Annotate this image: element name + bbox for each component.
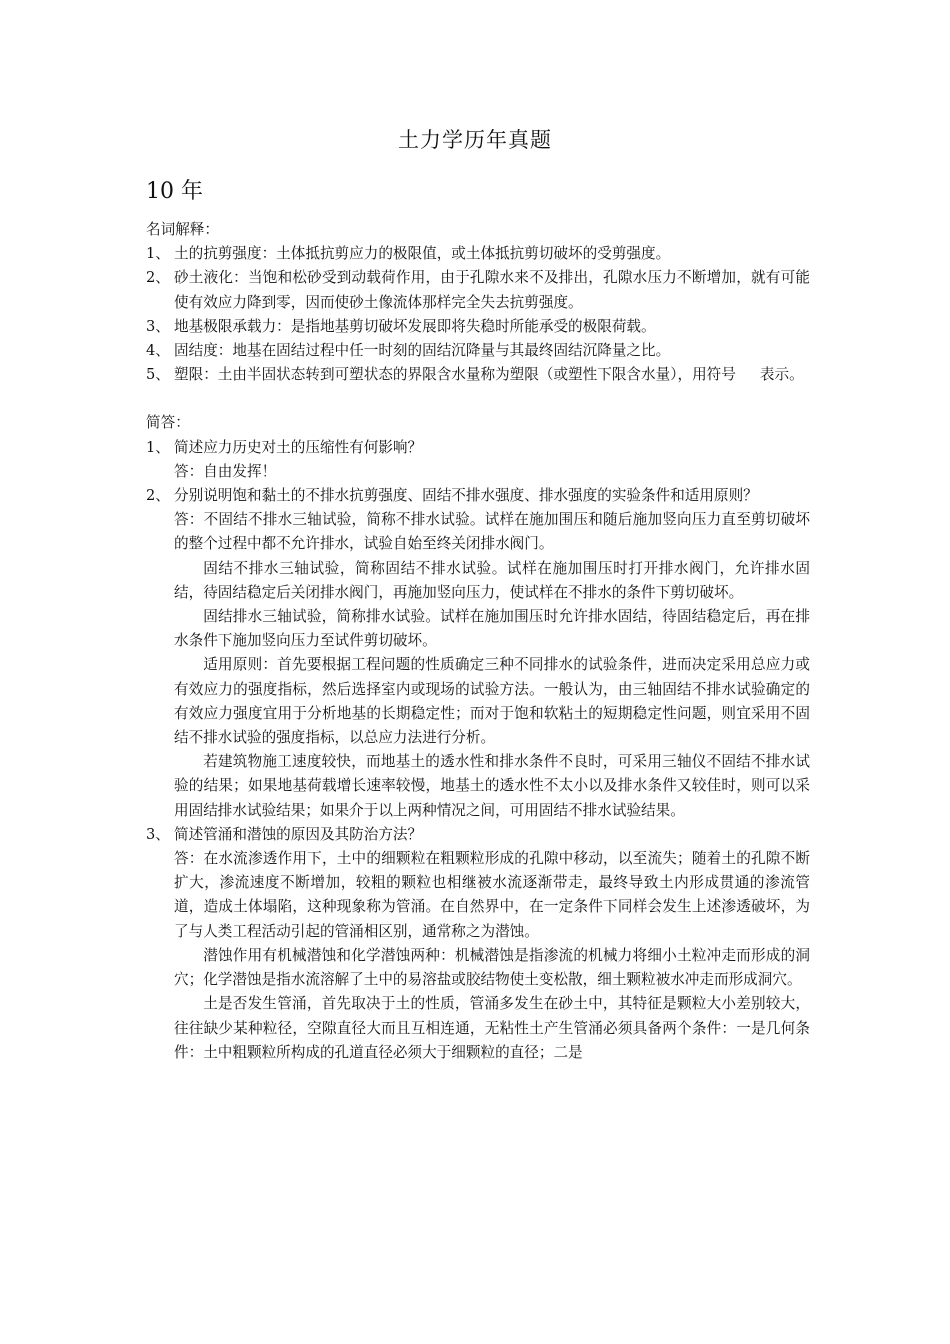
item-number: 3、 <box>146 317 170 335</box>
item-number: 5、 <box>146 366 170 384</box>
short-answers-heading: 简答： <box>146 414 190 432</box>
answer-paragraph: 固结不排水三轴试验，简称固结不排水试验。试样在施加围压时打开排水阀门，允许排水固结，待固结稳定后关闭排水阀门，再施加竖向压力，使试样在不排水的条件下剪切破坏。 <box>174 559 810 601</box>
answer-paragraph: 若建筑物施工速度较快，而地基土的透水性和排水条件不良时，可采用三轴仪不固结不排水试验的结果；如果地基荷载增长速率较慢，地基土的透水性不太小以及排水条件又较佳时，则可以采用固结排水试验结果；如果介于以上两种情况之间，可用固结不排水试验结果。 <box>174 753 810 819</box>
definition-text: 地基极限承载力：是指地基剪切破坏发展即将失稳时所能承受的极限荷载。 <box>174 317 656 335</box>
question-text: 简述管涌和潜蚀的原因及其防治方法？ <box>174 825 423 843</box>
question-number: 1、 <box>146 438 170 456</box>
definition-text-wrap <box>174 363 810 387</box>
definition-text: 塑限：土由半固状态转到可塑状态的界限含水量称为塑限（或塑性下限含水量），用符号 <box>174 366 736 384</box>
question-item <box>146 484 810 508</box>
answer-paragraph: 适用原则：首先要根据工程问题的性质确定三种不同排水的试验条件，进而决定采用总应力或有效应力的强度指标，然后选择室内或现场的试验方法。一般认为，由三轴固结不排水试验确定的有效应力强度宜用于分析地基的长期稳定性；而对于饱和软粘土的短期稳定性问题，则宜采用不固结不排水试验的强度指标，以总应力法进行分析。 <box>174 656 810 747</box>
definition-item <box>146 242 810 266</box>
page-title: 土力学历年真题 <box>398 128 552 152</box>
answer-paragraph <box>146 460 810 484</box>
answer-paragraph: 答：不固结不排水三轴试验，简称不排水试验。试样在施加围压和随后施加竖向压力直至剪切破坏的整个过程中都不允许排水，试验自始至终关闭排水阀门。 <box>174 511 810 553</box>
question-text: 简述应力历史对土的压缩性有何影响？ <box>174 438 423 456</box>
item-number: 1、 <box>146 245 170 263</box>
definition-item <box>146 339 810 363</box>
definition-text: 土的抗剪强度：土体抵抗剪应力的极限值，或土体抵抗剪切破坏的受剪强度。 <box>174 245 671 263</box>
answer-paragraph: 潜蚀作用有机械潜蚀和化学潜蚀两种：机械潜蚀是指渗流的机械力将细小土粒冲走而形成的洞穴；化学潜蚀是指水流溶解了土中的易溶盐或胶结物使土变松散，细土颗粒被水冲走而形成洞穴。 <box>174 946 810 989</box>
definition-item <box>146 266 810 314</box>
definition-text: 砂土液化：当饱和松砂受到动载荷作用，由于孔隙水来不及排出，孔隙水压力不断增加，就有可能使有效应力降到零，因而使砂土像流体那样完全失去抗剪强度。 <box>174 269 810 311</box>
question-number: 2、 <box>146 487 170 505</box>
definition-item <box>146 363 810 387</box>
question-number: 3、 <box>146 825 170 843</box>
question-item <box>146 823 810 847</box>
answer-paragraph: 固结排水三轴试验，简称排水试验。试样在施加围压时允许排水固结，待固结稳定后，再在排水条件下施加竖向压力至试件剪切破坏。 <box>174 608 810 650</box>
item-number: 4、 <box>146 342 170 360</box>
question-item <box>146 436 810 460</box>
answer-paragraph: 土是否发生管涌，首先取决于土的性质，管涌多发生在砂土中，其特征是颗粒大小差别较大，往往缺少某种粒径，空隙直径大而且互相连通，无粘性土产生管涌必须具备两个条件：一是几何条件：土中粗颗粒所构成的孔道直径必须大于细颗粒的直径；二是 <box>174 995 810 1061</box>
answer-text: 答：自由发挥！ <box>174 462 277 480</box>
item-number: 2、 <box>146 269 170 287</box>
section-gap <box>146 387 810 411</box>
question-text: 分别说明饱和黏土的不排水抗剪强度、固结不排水强度、排水强度的实验条件和适用原则？ <box>174 487 758 505</box>
definition-text: 固结度：地基在固结过程中任一时刻的固结沉降量与其最终固结沉降量之比。 <box>174 342 671 360</box>
answer-paragraph: 答：在水流渗透作用下，土中的细颗粒在粗颗粒形成的孔隙中移动，以至流失；随着土的孔隙不断扩大，渗流速度不断增加，较粗的颗粒也相继被水流逐渐带走，最终导致土内形成贯通的渗流管道，造成土体塌陷，这种现象称为管涌。在自然界中，在一定条件下同样会发生上述渗透破坏，为了与人类工程活动引起的管涌相区别，通常称之为潜蚀。 <box>174 850 810 940</box>
document-body <box>146 218 810 1065</box>
definition-item <box>146 315 810 339</box>
section-year: 10 年 <box>146 179 203 204</box>
definitions-heading: 名词解释： <box>146 221 219 238</box>
definition-text-tail: 表示。 <box>759 366 804 384</box>
